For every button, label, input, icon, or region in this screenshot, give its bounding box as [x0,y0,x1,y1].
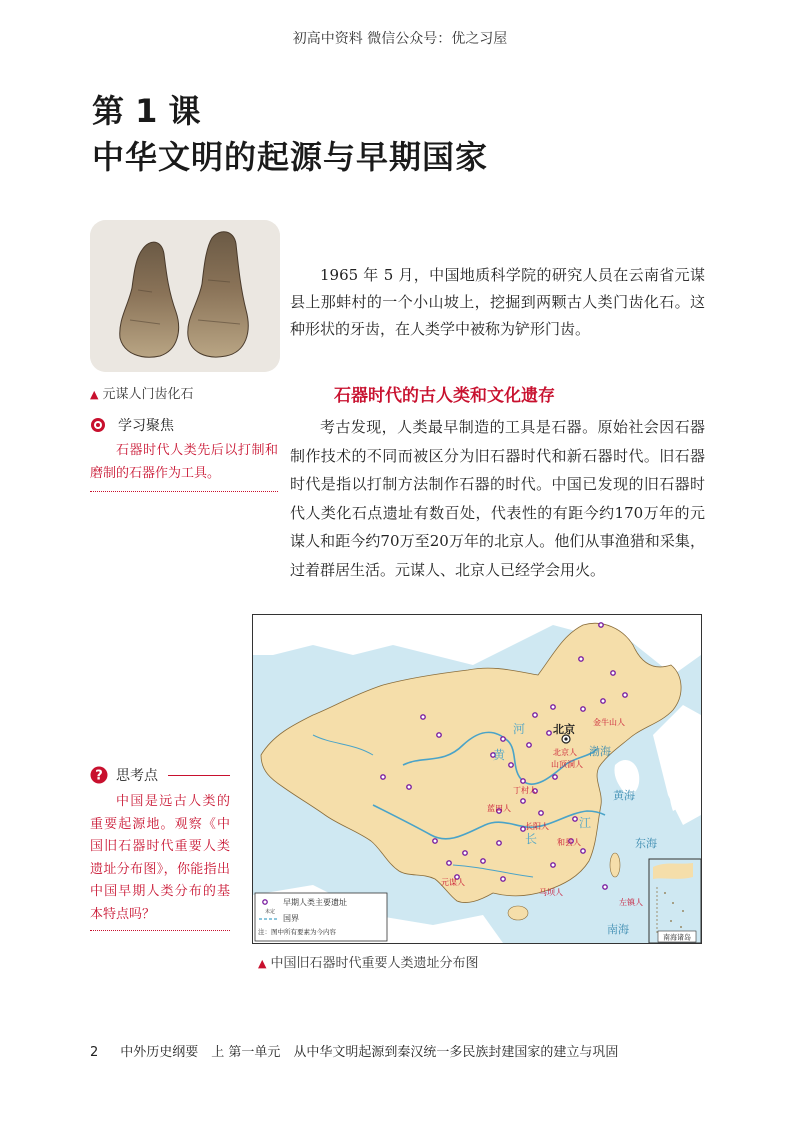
caption-triangle-icon: ▲ [258,957,267,970]
section-heading: 石器时代的古人类和文化遗存 [334,386,555,406]
thinking-box [90,765,230,931]
site-label: 左镇人 [619,898,643,907]
map-legend [255,893,387,941]
thinking-title: 思考点 [116,768,158,784]
study-focus-divider [90,491,278,492]
river-label: 长 [525,832,538,846]
caption-triangle-icon: ▲ [90,388,99,401]
site-label: 元谋人 [441,878,465,887]
intro-paragraph: 1965 年 5 月，中国地质科学院的研究人员在云南省元谋县上那蚌村的一个小山坡上，挖掘到两颗古人类门齿化石。这种形状的牙齿，在人类学中被称为铲形门齿。 [290,266,705,338]
legend-undefined-label: 未定 [265,909,276,915]
site-label: 北京人 [553,748,577,757]
sea-label: 东海 [635,837,657,850]
section-body: 考古发现，人类最早制造的工具是石器。原始社会因石器制作技术的不同而被区分为旧石器时代和新石器时代。旧石器时代是指以打制方法制作石器的时代。中国已发现的旧石器时代人类化石点遗址有数百处，代表性的有距今约170万年的元谋人和距今约70万至20万年的北京人。他们从事渔猎和采集，过着群居生活。元谋人、北京人已经学会用火。 [290,418,705,579]
study-focus-header [90,415,278,435]
thinking-header [90,765,230,785]
page-footer [90,1041,618,1060]
photo-caption: ▲ 元谋人门齿化石 [90,387,194,402]
lesson-number: 第 1 课 [92,92,201,130]
study-focus-box [90,415,278,492]
lesson-title: 中华文明的起源与早期国家 [92,138,489,176]
inset-label: 南海诸岛 [663,933,691,942]
page-number: 2 [90,1045,99,1060]
svg-text:?: ? [95,768,103,784]
site-label: 金牛山人 [593,718,625,727]
map-caption: ▲ 中国旧石器时代重要人类遗址分布图 [258,956,479,971]
site-label: 马坝人 [539,888,563,897]
study-focus-body: 石器时代人类先后以打制和磨制的石器作为工具。 [90,443,278,481]
sea-label: 南海 [607,923,629,936]
question-icon [90,766,108,784]
south-china-sea-inset [649,859,701,943]
thinking-body: 中国是远古人类的重要起源地。观察《中国旧石器时代重要人类遗址分布图》，你能指出中国早期人类分布的基本特点吗？ [90,794,230,922]
river-label: 黄 [493,748,506,762]
fossil-photo [90,220,280,372]
site-label: 蓝田人 [487,804,511,813]
fossil-teeth-image [90,220,280,372]
thinking-divider [90,930,230,931]
sea-label: 黄海 [613,789,635,802]
river-label: 河 [513,722,526,736]
legend-note: 注：图中所有要素为今内容 [258,928,336,936]
legend-sites-label: 早期人类主要遗址 [283,898,347,907]
map-capital-label: 北京 [553,723,575,736]
site-label: 和县人 [557,838,581,847]
site-label: 山顶洞人 [551,760,583,769]
study-focus-title: 学习聚焦 [118,418,174,434]
focus-target-icon [90,417,106,433]
legend-site-icon [263,900,267,904]
thinking-rule [168,775,230,776]
river-label: 江 [579,816,592,830]
header-watermark: 初高中资料 微信公众号：优之习屋 [292,31,508,47]
map-graphic [253,615,701,943]
legend-border-label: 国界 [283,914,299,923]
site-label: 丁村人 [513,786,537,795]
footer-text: 中外历史纲要 上 第一单元 从中华文明起源到秦汉统一多民族封建国家的建立与巩固 [120,1045,619,1060]
paleolithic-sites-map [252,614,702,944]
sea-label: 渤海 [589,745,611,758]
site-label: 长阳人 [525,822,549,831]
